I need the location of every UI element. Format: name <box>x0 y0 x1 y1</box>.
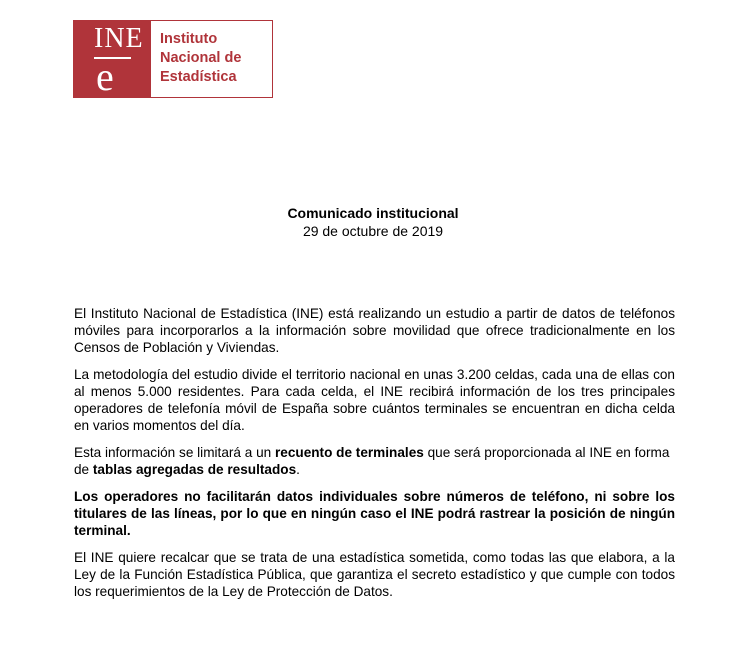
ine-logo <box>73 20 273 98</box>
paragraph-5: El INE quiere recalcar que se trata de una estadística sometida, como todas las que elabora, a la Ley de la Función Estadística Pública, que garantiza el secreto estadístico y que cumple con todos los requerimientos de la Ley de Protección de Datos. <box>74 550 675 599</box>
paragraph-2: La metodología del estudio divide el territorio nacional en unas 3.200 celdas, cada una de ellas con al menos 5.000 residentes. Para cada celda, el INE recibirá información de los tres principales operadores de telefonía móvil de España sobre cuántos terminales se encuentran en dicha celda en varios momentos del día. <box>74 367 675 433</box>
paragraph-4-bold: Los operadores no facilitarán datos individuales sobre números de teléfono, ni sobre los titulares de las líneas, por lo que en ningún caso el INE podrá rastrear la posición de ningún terminal. <box>74 489 675 538</box>
ine-logo-mark <box>74 21 151 97</box>
document-date: 29 de octubre de 2019 <box>302 223 444 239</box>
document-header <box>0 204 746 240</box>
logo-wordmark <box>151 21 241 97</box>
paragraph-4 <box>74 488 675 539</box>
logo-line-2: Nacional de <box>160 50 242 66</box>
paragraph-3-text-a: Esta información se limitará a un <box>74 445 275 460</box>
logo-line-3: Estadística <box>160 69 237 85</box>
logo-line-1: Instituto <box>160 31 218 47</box>
paragraph-3-bold-a: recuento de terminales <box>274 445 424 460</box>
logo-mark-e: e <box>96 54 114 99</box>
paragraph-3 <box>74 444 675 478</box>
paragraph-3-bold-b: tablas agregadas de resultados <box>92 462 297 477</box>
paragraph-1: El Instituto Nacional de Estadística (INE) está realizando un estudio a partir de datos de teléfonos móviles para incorporarlos a la información sobre movilidad que ofrece tradicionalmente en los Censos de Población y Viviendas. <box>74 306 675 355</box>
document-body <box>74 305 675 610</box>
paragraph-3-text-b: que será proporcionada al INE en forma de <box>74 445 670 477</box>
document-title: Comunicado institucional <box>287 205 459 221</box>
paragraph-3-text-c: . <box>296 462 300 477</box>
logo-mark-ine: INE <box>94 23 144 54</box>
